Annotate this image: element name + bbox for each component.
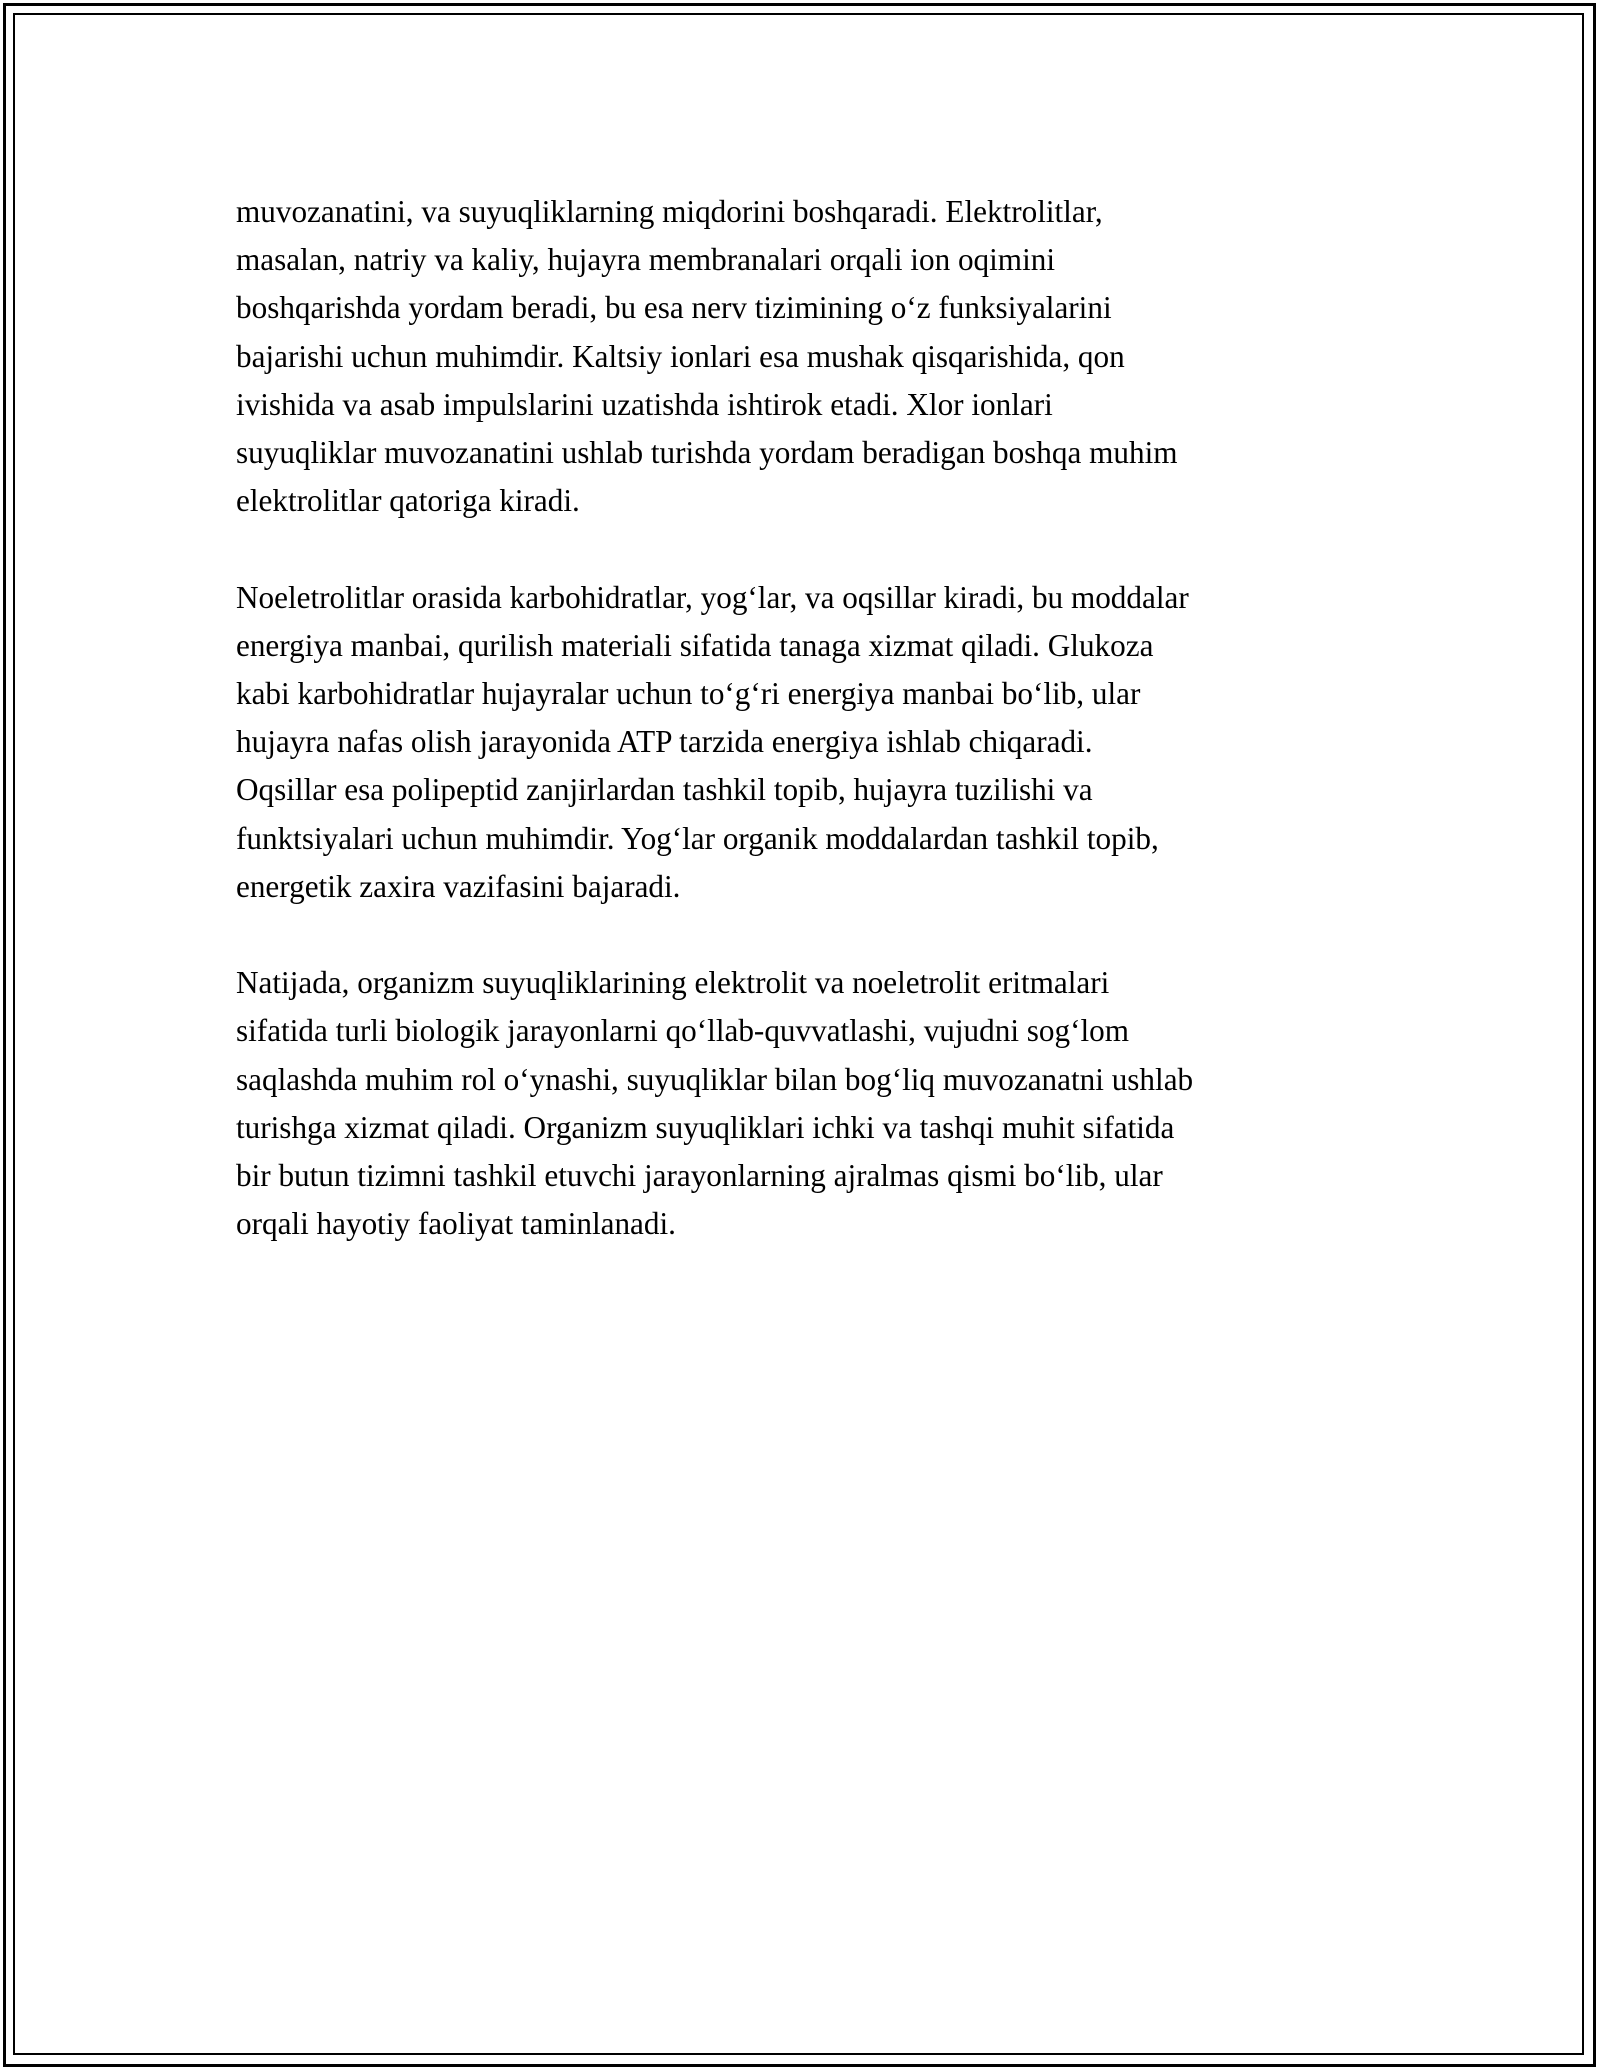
text-line: elektrolitlar qatoriga kiradi. [236,483,580,519]
text-line: bajarishi uchun muhimdir. Kaltsiy ionlari esa mushak qisqarishida, qon [236,338,1125,374]
paragraph-2 [236,574,1366,911]
text-line: kabi karbohidratlar hujayralar uchun to‘g‘ri energiya manbai bo‘lib, ular [236,676,1141,712]
text-line: Noeletrolitlar orasida karbohidratlar, yog‘lar, va oqsillar kiradi, bu moddalar [236,579,1189,615]
paragraph-1 [236,188,1366,525]
text-line: funktsiyalari uchun muhimdir. Yog‘lar organik moddalardan tashkil topib, [236,820,1159,856]
text-line: Oqsillar esa polipeptid zanjirlardan tashkil topib, hujayra tuzilishi va [236,772,1093,808]
paragraph-3 [236,959,1366,1248]
text-line: masalan, natriy va kaliy, hujayra membranalari orqali ion oqimini [236,242,1055,278]
text-line: muvozanatini, va suyuqliklarning miqdorini boshqaradi. Elektrolitlar, [236,194,1103,229]
text-line: orqali hayotiy faoliyat taminlanadi. [236,1206,676,1242]
text-line: boshqarishda yordam beradi, bu esa nerv tizimining o‘z funksiyalarini [236,290,1112,326]
text-line: energiya manbai, qurilish materiali sifatida tanaga xizmat qiladi. Glukoza [236,627,1154,663]
text-line: hujayra nafas olish jarayonida ATP tarzida energiya ishlab chiqaradi. [236,724,1093,760]
text-line: sifatida turli biologik jarayonlarni qo‘llab-quvvatlashi, vujudni sog‘lom [236,1013,1130,1049]
text-line: suyuqliklar muvozanatini ushlab turishda yordam beradigan boshqa muhim [236,435,1178,471]
text-line: bir butun tizimni tashkil etuvchi jarayonlarning ajralmas qismi bo‘lib, ular [236,1158,1163,1194]
text-line: turishga xizmat qiladi. Organizm suyuqliklari ichki va tashqi muhit sifatida [236,1109,1175,1145]
document-body [236,188,1366,1248]
text-line: Natijada, organizm suyuqliklarining elektrolit va noeletrolit eritmalari [236,965,1110,1001]
text-line: energetik zaxira vazifasini bajaradi. [236,868,681,904]
text-line: ivishida va asab impulslarini uzatishda ishtirok etadi. Xlor ionlari [236,386,1053,422]
text-line: saqlashda muhim rol o‘ynashi, suyuqliklar bilan bog‘liq muvozanatni ushlab [236,1061,1194,1097]
